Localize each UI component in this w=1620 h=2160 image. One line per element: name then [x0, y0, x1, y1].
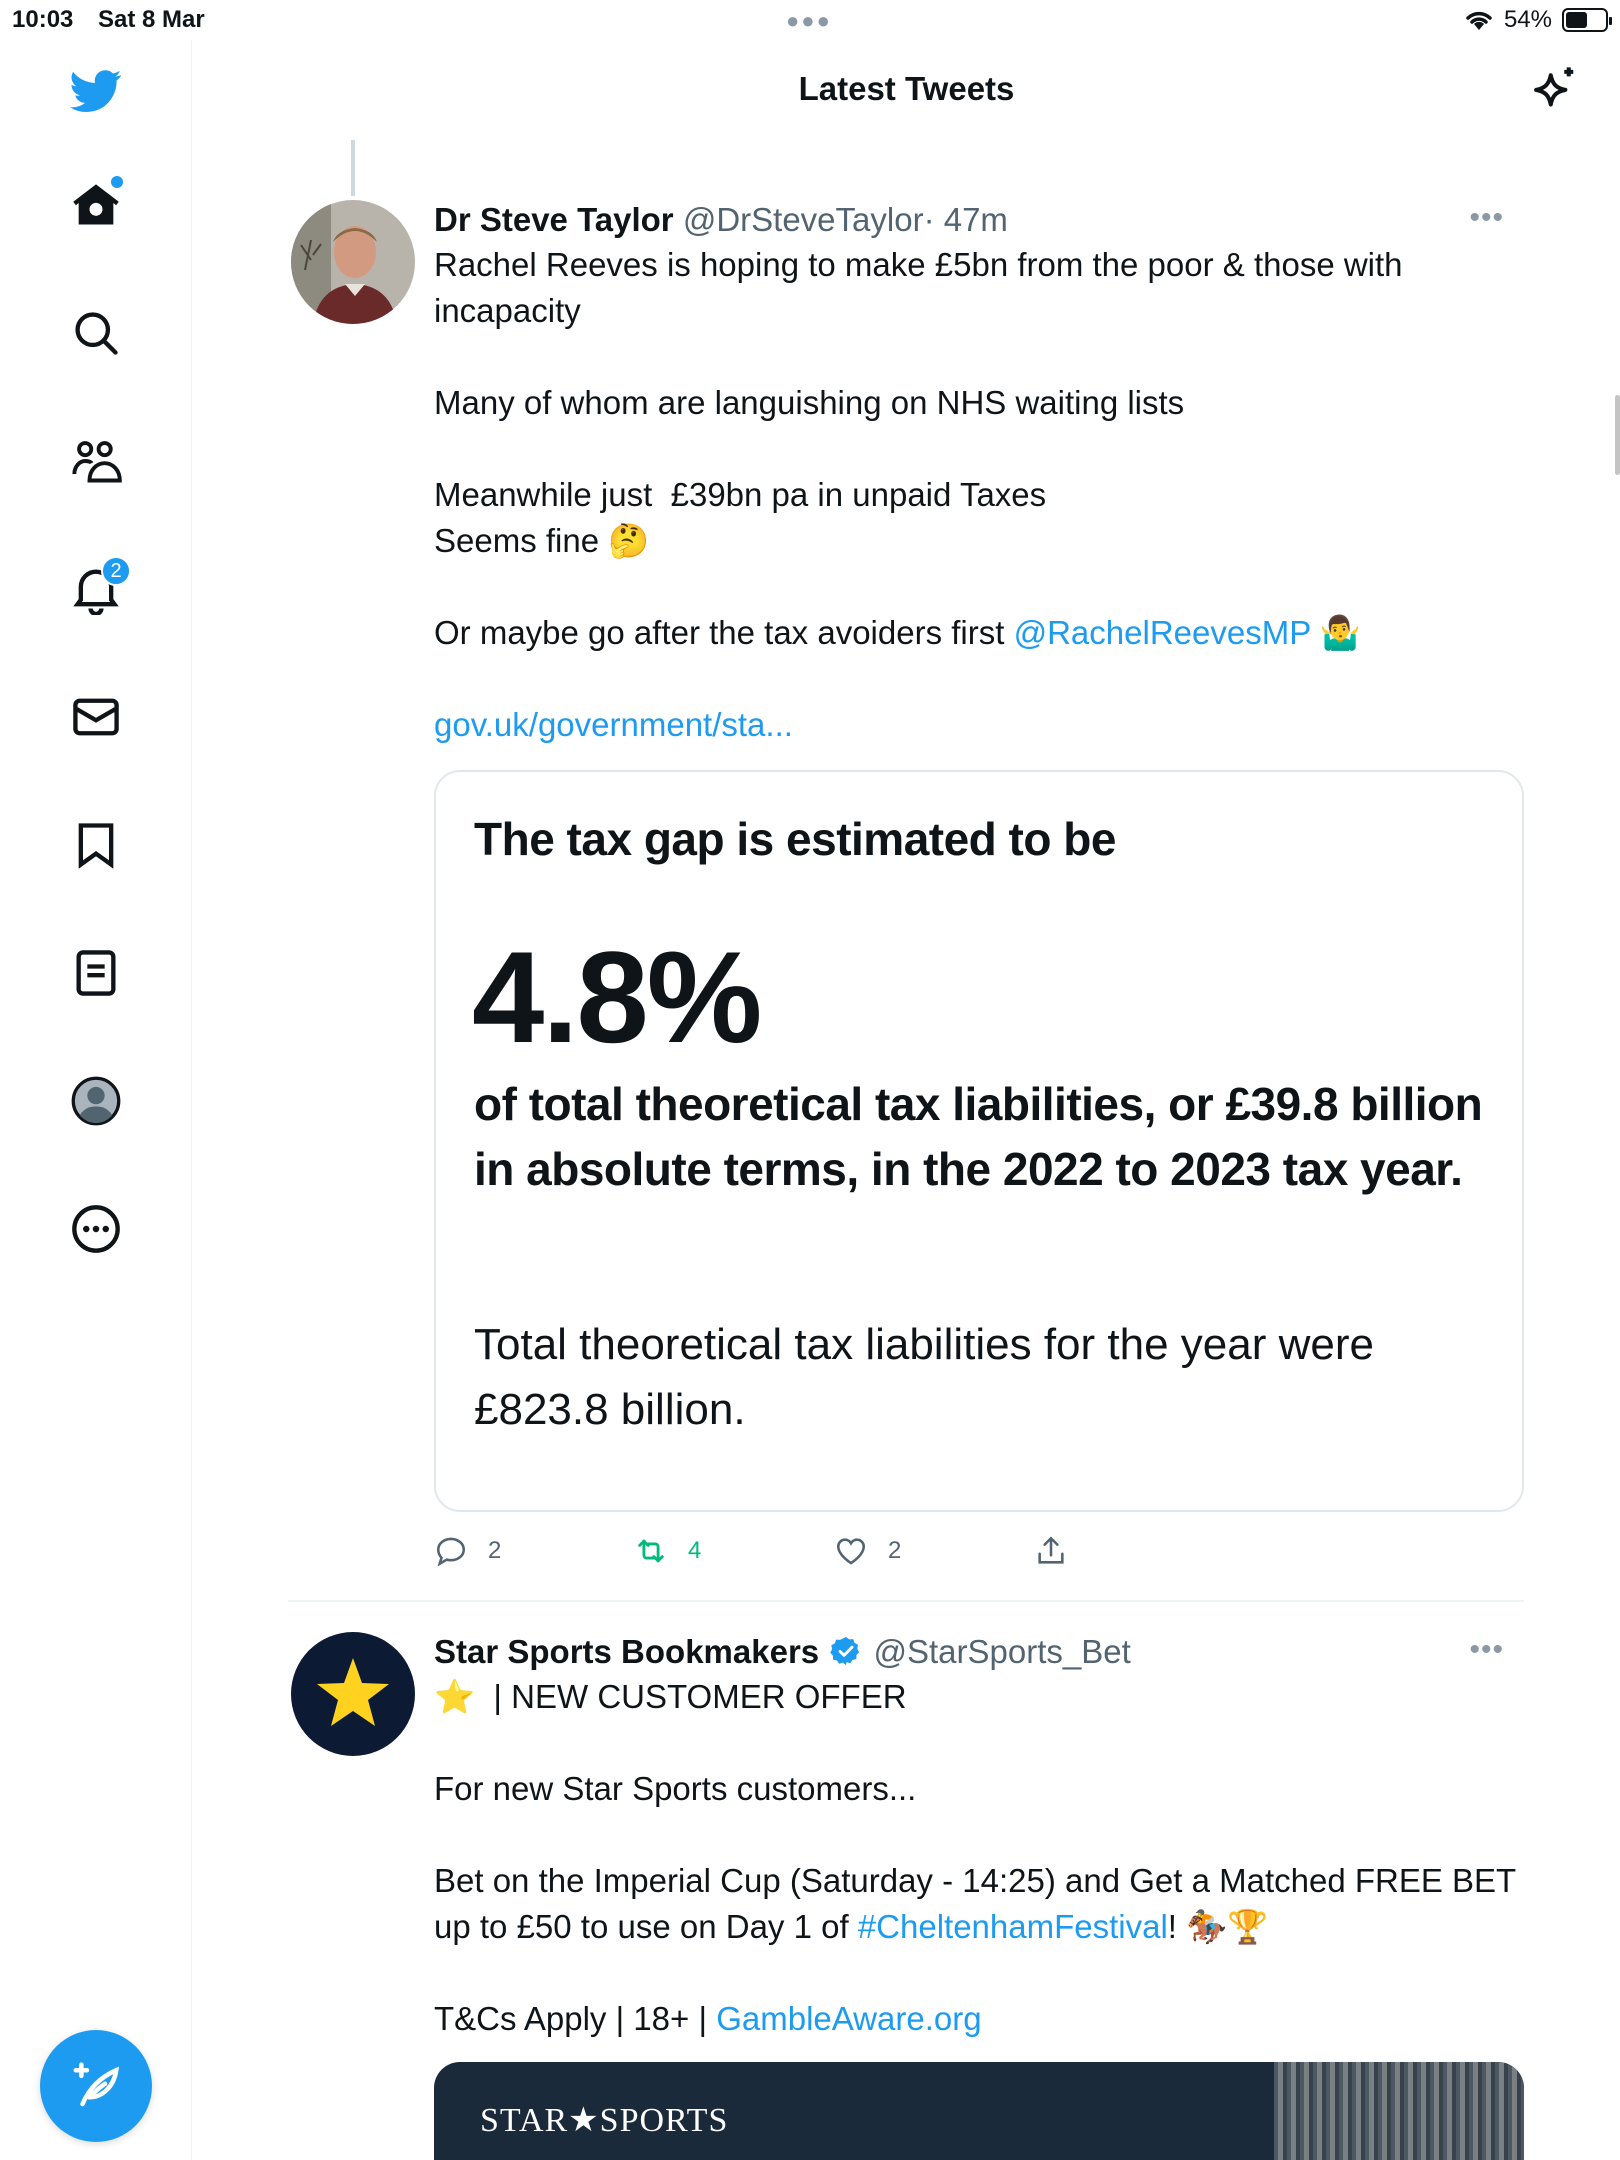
search-icon[interactable] [65, 302, 127, 364]
tweet-text-part: ! 🏇🏆 T&Cs Apply | 18+ | [434, 1908, 1269, 2037]
sidebar [0, 40, 192, 2160]
timeline-header [193, 40, 1620, 140]
card-title: The tax gap is estimated to be [474, 813, 1116, 865]
more-options-icon[interactable]: ••• [1469, 1633, 1504, 1666]
link-preview-card[interactable] [434, 770, 1524, 1512]
share-icon [1034, 1534, 1068, 1568]
tweet-text-part: Rachel Reeves is hoping to make £5bn from the poor & those with incapacity Many of whom are languishing on NHS waiting lists Meanwhile just £39bn pa in unpaid Taxes Seems fine 🤔 Or maybe go after the tax avoiders first [434, 246, 1403, 651]
url-link[interactable]: gov.uk/government/sta... [434, 706, 793, 743]
promo-crowd-photo [1274, 2062, 1524, 2160]
status-bar [0, 0, 1620, 40]
home-unread-dot [111, 176, 123, 188]
like-button[interactable] [834, 1534, 901, 1568]
battery-percent: 54% [1503, 6, 1552, 33]
tweet-time[interactable]: · 47m [923, 201, 1008, 238]
more-icon[interactable] [65, 1198, 127, 1260]
author-handle[interactable]: @StarSports_Bet [873, 1633, 1131, 1670]
compose-tweet-button[interactable] [40, 2030, 152, 2142]
compose-feather-icon [69, 2059, 123, 2113]
tweet-text [434, 1674, 1524, 2042]
verified-badge-icon [830, 1635, 862, 1667]
communities-icon[interactable] [65, 430, 127, 492]
bookmarks-icon[interactable] [65, 814, 127, 876]
author-name[interactable]: Star Sports Bookmakers [434, 1633, 820, 1670]
sparkle-icon[interactable] [1526, 64, 1580, 118]
heart-icon [834, 1534, 868, 1568]
share-button[interactable] [1034, 1534, 1068, 1568]
status-time: 10:03 [12, 6, 74, 33]
hashtag-link[interactable]: #CheltenhamFestival [857, 1908, 1168, 1945]
scrollbar[interactable] [1615, 395, 1620, 475]
profile-icon[interactable] [65, 1070, 127, 1132]
reply-count: 2 [488, 1537, 502, 1564]
lists-icon[interactable] [65, 942, 127, 1004]
reply-icon [434, 1534, 468, 1568]
like-count: 2 [888, 1537, 902, 1564]
avatar[interactable] [291, 1632, 415, 1756]
more-options-icon[interactable]: ••• [1469, 201, 1504, 234]
retweet-count: 4 [688, 1537, 702, 1564]
card-body-text: Total theoretical tax liabilities for the year were £823.8 billion. [474, 1320, 1374, 1434]
tweet-text [434, 242, 1524, 748]
multitasking-dots-icon[interactable]: ●●● [786, 8, 832, 33]
card-headline-figure: 4.8% [472, 924, 761, 1070]
tweet-divider [288, 1600, 1524, 1602]
author-handle[interactable]: @DrSteveTaylor [682, 201, 924, 238]
home-icon[interactable] [65, 174, 127, 236]
promo-image[interactable] [434, 2062, 1524, 2160]
status-date: Sat 8 Mar [98, 6, 205, 33]
battery-icon [1562, 8, 1608, 32]
reply-button[interactable] [434, 1534, 501, 1568]
retweet-button[interactable] [634, 1534, 701, 1568]
card-bold-text: of total theoretical tax liabilities, or £39.8 billion in absolute terms, in the 2022 to 2023 tax year. [474, 1078, 1483, 1195]
mention-link[interactable]: @RachelReevesMP [1013, 614, 1311, 651]
wifi-icon [1464, 8, 1494, 32]
promo-logo: STAR★SPORTS [480, 2102, 729, 2139]
notifications-icon[interactable] [65, 558, 127, 620]
tweet-text-part: ⭐️ | NEW CUSTOMER OFFER For new Star Sports customers... Bet on the Imperial Cup (Saturday - 14:25) and Get a Matched FREE BET up to £50 to use on Day 1 of [434, 1678, 1516, 1945]
tweet-text-part: 🤷‍♂️ [1310, 614, 1361, 651]
retweet-icon [634, 1534, 668, 1568]
twitter-logo-icon[interactable] [65, 60, 127, 122]
avatar[interactable] [291, 200, 415, 324]
thread-connector-line [351, 140, 355, 196]
messages-icon[interactable] [65, 686, 127, 748]
notifications-badge: 2 [101, 556, 131, 586]
page-title: Latest Tweets [798, 70, 1015, 107]
tweet-actions [434, 1534, 1134, 1574]
author-name[interactable]: Dr Steve Taylor [434, 201, 674, 238]
url-link[interactable]: GambleAware.org [716, 2000, 982, 2037]
